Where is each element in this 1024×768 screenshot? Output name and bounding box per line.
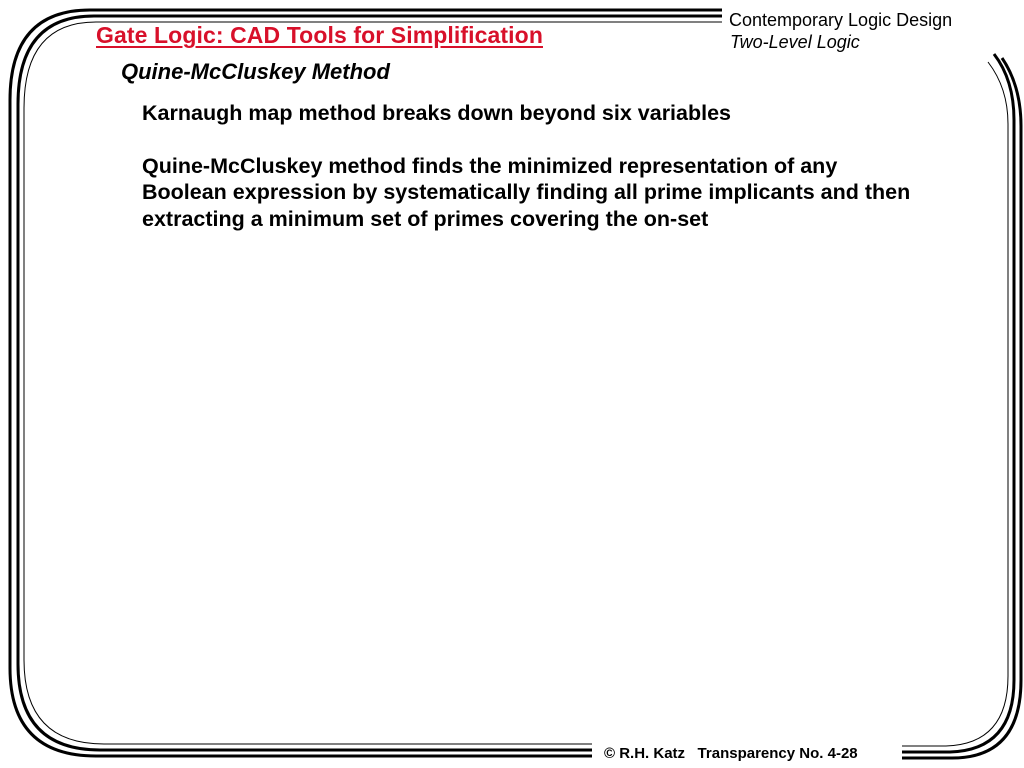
chapter-name: Two-Level Logic [730, 32, 860, 52]
slide-subtitle: Quine-McCluskey Method [121, 59, 390, 84]
course-name: Contemporary Logic Design [729, 10, 953, 30]
body-paragraph-quine-mccluskey: Quine-McCluskey method finds the minimized representation of any Boolean expression by systematically finding all prime implicants and then extracting a minimum set of primes covering the on-set [142, 153, 911, 231]
course-header [729, 9, 952, 53]
body-paragraph-karnaugh: Karnaugh map method breaks down beyond six variables [142, 101, 732, 125]
slide-footer: © R.H. Katz Transparency No. 4-28 [598, 742, 864, 766]
slide-title: Gate Logic: CAD Tools for Simplification [96, 22, 543, 48]
slide-body [142, 100, 912, 258]
